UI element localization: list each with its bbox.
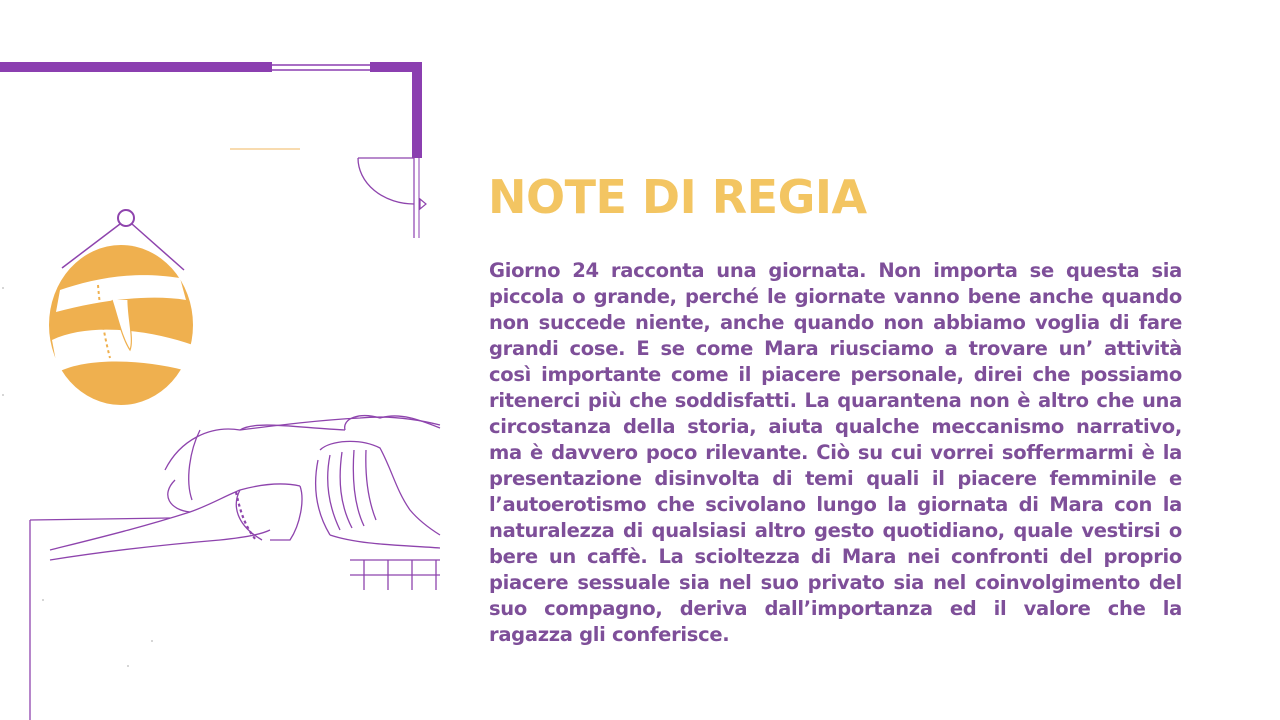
slide-title: NOTE DI REGIA	[488, 170, 867, 224]
room-illustration	[0, 0, 470, 720]
hanging-picture-icon	[49, 210, 193, 405]
door-swing-icon	[358, 158, 426, 209]
floor-plan-wall	[0, 62, 422, 238]
bed-figure-illustration	[30, 416, 440, 720]
slide-body-text: Giorno 24 racconta una giornata. Non importa se questa sia piccola o grande, perché le giornate vanno bene anche quando non succede niente, anche quando non abbiamo voglia di fare grandi cose. E se come Mara riusciamo a trovare un’ attività così importante come il piacere personale, direi che possiamo ritenerci più che soddisfatti. La quarantena non è altro che una circostanza della storia, aiuta qualche meccanismo narrativo, ma è davvero poco rilevante. Ciò su cui vorrei soffermarmi è la presentazione disinvolta di temi quali il piacere femminile e l’autoerotismo che scivolano lungo la giornata di Mara con la naturalezza di qualsiasi altro gesto quotidiano, quale vestirsi o bere un caffè. La scioltezza di Mara nei confronti del proprio piacere sessuale sia nel suo privato sia nel coinvolgimento del suo compagno, deriva dall’importanza ed il valore che la ragazza gli conferisce.	[489, 259, 1182, 646]
